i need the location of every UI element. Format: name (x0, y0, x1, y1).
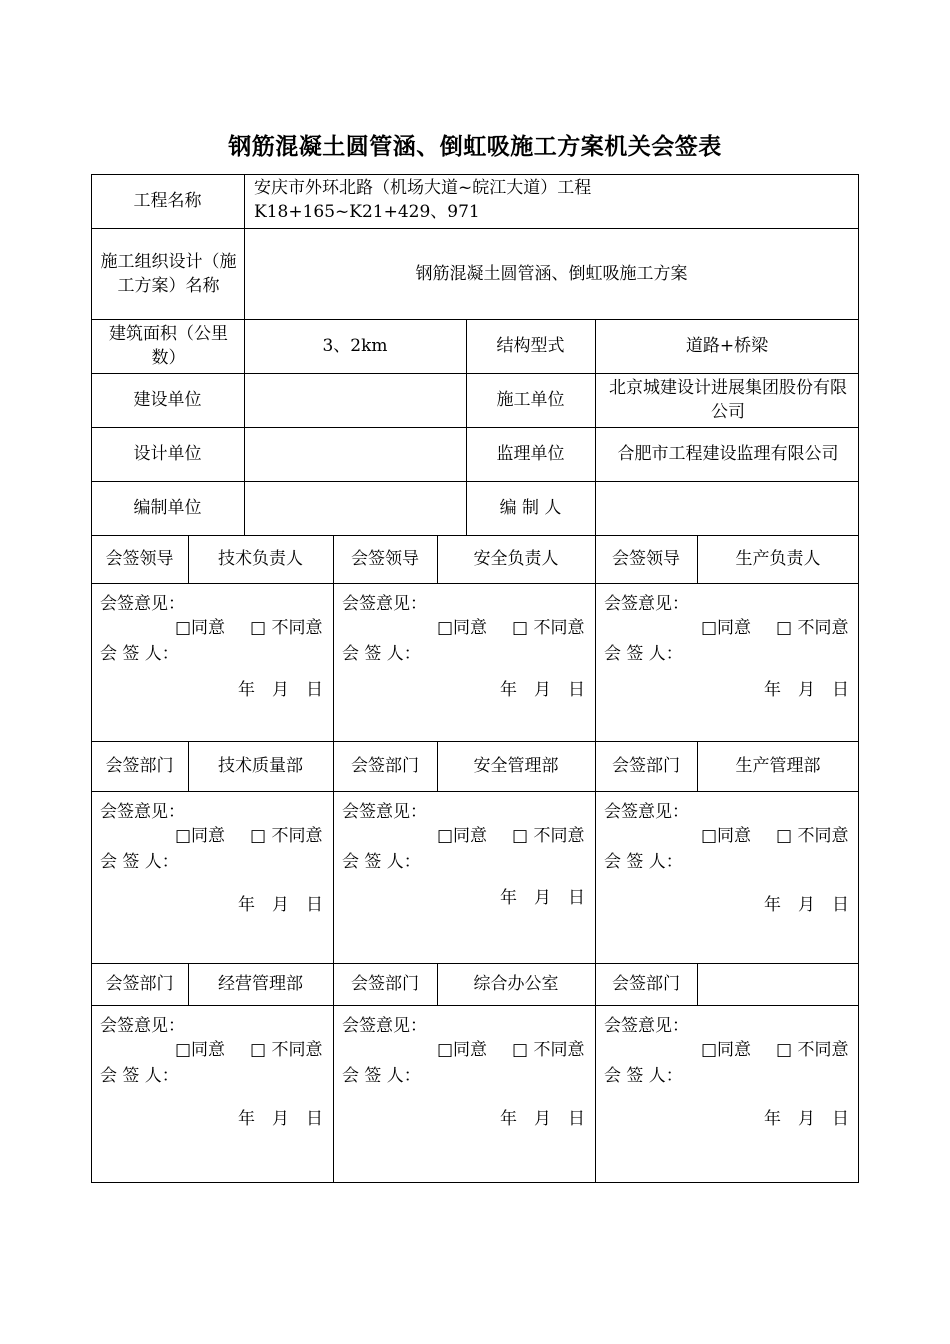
disagree-checkbox: □ 不同意 (250, 826, 323, 846)
agree-checkbox: □同意 (437, 1040, 488, 1060)
signer-label: 会 签 人： (342, 1066, 421, 1086)
sign-role-value: 技术质量部 (218, 756, 303, 776)
sign-role-label: 会签部门 (351, 974, 419, 994)
disagree-checkbox: □ 不同意 (776, 1040, 849, 1060)
compiler-label: 编 制 人 (499, 498, 562, 518)
opinion-label: 会签意见： (604, 1016, 689, 1036)
sign-role-value: 安全管理部 (473, 756, 559, 776)
row-divider (91, 583, 859, 584)
signer-label: 会 签 人： (342, 852, 421, 872)
opinion-label: 会签意见： (100, 802, 185, 822)
opinion-label: 会签意见： (342, 802, 427, 822)
sign-date: 年 月 日 (238, 680, 323, 700)
disagree-checkbox: □ 不同意 (776, 618, 849, 638)
sign-date: 年 月 日 (764, 680, 849, 700)
supervisor-label: 监理单位 (496, 444, 565, 464)
compiler-unit-value (244, 481, 466, 535)
agree-checkbox: □同意 (175, 826, 226, 846)
signer-label: 会 签 人： (100, 1066, 179, 1086)
sign-role-label: 会签部门 (105, 974, 174, 994)
design-value: 钢筋混凝土圆管涵、倒虹吸施工方案 (415, 263, 688, 284)
agree-checkbox: □同意 (175, 1040, 226, 1060)
sign-date: 年 月 日 (500, 888, 585, 908)
sign-role-label: 会签领导 (105, 549, 174, 569)
sign-role-label: 会签部门 (105, 756, 174, 776)
opinion-label: 会签意见： (100, 1016, 185, 1036)
designer-value (244, 427, 466, 481)
disagree-checkbox: □ 不同意 (250, 1040, 323, 1060)
sign-date: 年 月 日 (764, 1109, 849, 1129)
row-divider (91, 1005, 859, 1006)
sign-date: 年 月 日 (764, 895, 849, 915)
area-value: 3、2km (322, 336, 388, 356)
agree-checkbox: □同意 (437, 618, 488, 638)
signer-label: 会 签 人： (342, 644, 421, 664)
opinion-label: 会签意见： (604, 594, 689, 614)
opinion-label: 会签意见： (342, 1016, 427, 1036)
sign-role-label: 会签领导 (351, 549, 419, 569)
designer-label: 设计单位 (133, 444, 202, 464)
opinion-label: 会签意见： (604, 802, 689, 822)
sign-date: 年 月 日 (238, 895, 323, 915)
disagree-checkbox: □ 不同意 (512, 618, 585, 638)
sign-date: 年 月 日 (238, 1109, 323, 1129)
row-divider (91, 791, 859, 792)
signer-label: 会 签 人： (100, 852, 179, 872)
signer-label: 会 签 人： (604, 644, 683, 664)
sign-role-label: 会签部门 (351, 756, 419, 776)
agree-checkbox: □同意 (175, 618, 226, 638)
project-name-line2: K18+165~K21+429、971 (254, 202, 480, 222)
sign-role-value: 安全负责人 (473, 549, 559, 569)
sign-role-value: 生产管理部 (735, 756, 821, 776)
sign-role-value: 生产负责人 (735, 549, 821, 569)
structure-value: 道路+桥梁 (685, 336, 769, 356)
owner-value (244, 373, 466, 427)
project-name-line1: 安庆市外环北路（机场大道~皖江大道）工程 (254, 178, 592, 198)
compiler-unit-label: 编制单位 (133, 498, 202, 518)
project-name-value (254, 176, 854, 228)
signer-label: 会 签 人： (604, 1066, 683, 1086)
project-name-label: 工程名称 (133, 191, 202, 211)
sign-role-value (697, 963, 859, 1005)
disagree-checkbox: □ 不同意 (512, 1040, 585, 1060)
structure-label: 结构型式 (496, 336, 565, 356)
sign-role-label: 会签部门 (612, 756, 680, 776)
supervisor-value: 合肥市工程建设监理有限公司 (617, 444, 839, 464)
sign-role-value: 综合办公室 (473, 974, 559, 994)
opinion-label: 会签意见： (342, 594, 427, 614)
owner-label: 建设单位 (133, 390, 202, 410)
sign-role-label: 会签部门 (612, 974, 680, 994)
sign-role-value: 经营管理部 (218, 974, 303, 994)
signer-label: 会 签 人： (604, 852, 683, 872)
sign-date: 年 月 日 (500, 680, 585, 700)
contractor-value: 北京城建设计进展集团股份有限公司 (609, 378, 847, 422)
disagree-checkbox: □ 不同意 (250, 618, 323, 638)
design-label: 施工组织设计（施工方案）名称 (100, 251, 237, 296)
agree-checkbox: □同意 (701, 826, 752, 846)
signer-label: 会 签 人： (100, 644, 179, 664)
page-title: 钢筋混凝土圆管涵、倒虹吸施工方案机关会签表 (228, 134, 722, 160)
contractor-label: 施工单位 (496, 390, 565, 410)
sign-date: 年 月 日 (500, 1109, 585, 1129)
agree-checkbox: □同意 (437, 826, 488, 846)
disagree-checkbox: □ 不同意 (776, 826, 849, 846)
agree-checkbox: □同意 (701, 618, 752, 638)
disagree-checkbox: □ 不同意 (512, 826, 585, 846)
agree-checkbox: □同意 (701, 1040, 752, 1060)
area-label: 建筑面积（公里数） (109, 324, 228, 368)
opinion-label: 会签意见： (100, 594, 185, 614)
sign-role-value: 技术负责人 (218, 549, 303, 569)
sign-role-label: 会签领导 (612, 549, 680, 569)
compiler-value (595, 481, 859, 535)
